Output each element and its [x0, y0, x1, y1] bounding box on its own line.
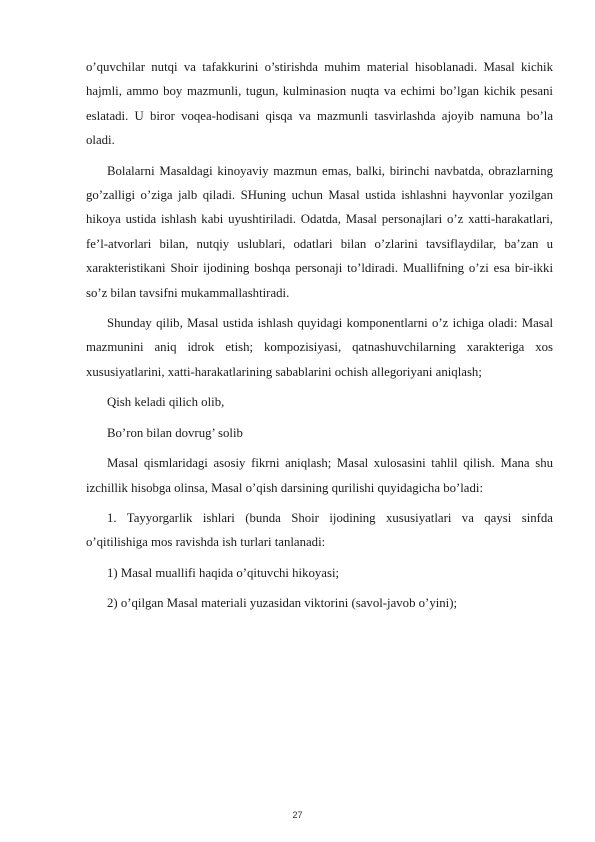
verse-line-1: Qish keladi qilich olib, — [107, 395, 225, 410]
list-item-tayyorgarlik: 1. Tayyorgarlik ishlari (bunda Shoir ijodining xususiyatlari va qaysi sinfda o’qitilishiga mos ravishda ish turlari tanlanadi: — [86, 510, 553, 550]
list-item-1: 1) Masal muallifi haqida o’qituvchi hikoyasi; — [107, 565, 340, 580]
paragraph-continuation: o’quvchilar nutqi va tafakkurini o’stirishda muhim material hisoblanadi. Masal kichik hajmli, ammo boy mazmunli, tugun, kulminasion nuqta va echimi bo’lgan kichik pesani eslatadi. U biror voqea-hodisani qisqa va mazmunli tasvirlashda ajoyib namuna bo’la oladi. — [86, 60, 553, 148]
page-number: 27 — [292, 810, 303, 820]
body-text — [86, 55, 553, 616]
list-item-2: 2) o’qilgan Masal materiali yuzasidan viktorini (savol-javob o’yini); — [107, 596, 458, 611]
paragraph-masal-qismlari: Masal qismlaridagi asosiy fikrni aniqlash; Masal xulosasini tahlil qilish. Mana shu izchillik hisobga olinsa, Masal o’qish darsining qurilishi quyidagicha bo’ladi: — [86, 456, 553, 495]
verse-line-2: Bo’ron bilan dovrug’ solib — [107, 425, 243, 440]
paragraph-masal-komponentlar: Shunday qilib, Masal ustida ishlash quyidagi komponentlarni o’z ichiga oladi: Masal mazmunini aniq idrok etish; kompozisiyasi, qatnashuvchilarning xarakteriga xos xususiyatlarini, xatti-harakatlarining sabablarini ochish allegoriyani aniqlash; — [86, 316, 553, 379]
paragraph-masal-obrazlar: Bolalarni Masaldagi kinoyaviy mazmun emas, balki, birinchi navbatda, obrazlarning go’zalligi o’ziga jalb qiladi. SHuning uchun Masal ustida ishlashni hayvonlar yozilgan hikoya ustida ishlash kabi uyushtiriladi. Odatda, Masal personajlari o’z xatti-harakatlari, fe’l-atvorlari bilan, nutqiy uslublari, odatlari bilan o’zlarini tavsiflaydilar, ba’zan u xarakteristikani Shoir ijodining boshqa personaji to’ldiradi. Muallifning o’zi esa bir-ikki so’z bilan tavsifni mukammallashtiradi. — [86, 163, 553, 300]
